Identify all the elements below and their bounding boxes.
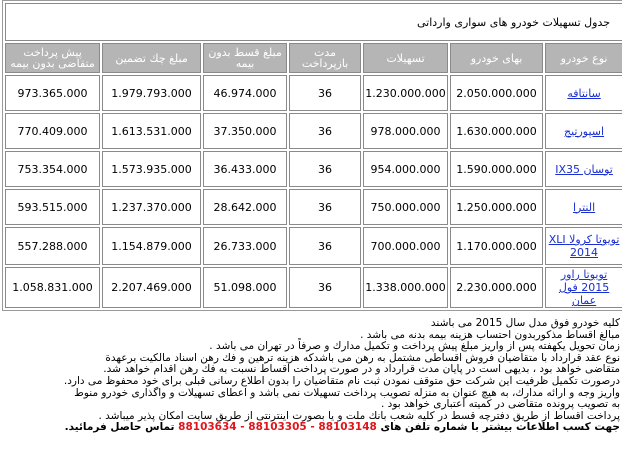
cell-loan: 1.230.000.000 xyxy=(363,75,448,111)
contact-prefix: جهت كسب اطلاعات بیشتر با شماره تلفن های xyxy=(380,421,620,434)
loan-table xyxy=(2,0,622,311)
cell-price: 1.630.000.000 xyxy=(450,113,543,149)
table-row xyxy=(5,189,622,225)
header-term: مدت بازپرداخت xyxy=(289,43,361,73)
cell-guarantee: 1.573.935.000 xyxy=(102,151,201,187)
contact-suffix: تماس حاصل فرمائید. xyxy=(64,421,175,434)
car-link[interactable]: اسپورتیج xyxy=(564,124,605,138)
note-line: زمان تحویل یكهفته پس از واریز مبلغ پیش پرداخت و تكمیل مدارك و صرفاً در تهران می باشد . xyxy=(209,340,620,353)
car-link[interactable]: توسان IX35 xyxy=(555,162,613,176)
header-guarantee: مبلغ چك تضمین xyxy=(102,43,201,73)
cell-prepayment: 753.354.000 xyxy=(5,151,100,187)
car-link[interactable]: تویوتا راور 2015 فول عمان xyxy=(558,268,610,307)
contact-line xyxy=(2,422,620,434)
note-line: كلیه خودرو فوق مدل سال 2015 می باشند xyxy=(430,317,620,329)
note-line: متقاضی خواهد بود ، بدیهی است در پایان مدت قرارداد و در صورت پرداخت اقساط نسبت به فك رهن اقدام خواهد شد. xyxy=(103,363,620,376)
cell-price: 1.590.000.000 xyxy=(450,151,543,187)
cell-prepayment: 1.058.831.000 xyxy=(5,267,100,308)
note-line: مبالغ اقساط مذكوربدون احتساب هزینه بیمه بدنه می باشد . xyxy=(360,328,620,341)
cell-installment: 37.350.000 xyxy=(203,113,287,149)
cell-loan: 1.338.000.000 xyxy=(363,267,448,308)
cell-loan: 750.000.000 xyxy=(363,189,448,225)
cell-loan: 978.000.000 xyxy=(363,113,448,149)
cell-term: 36 xyxy=(289,189,361,225)
cell-installment: 51.098.000 xyxy=(203,267,287,308)
car-link[interactable]: سانتافه xyxy=(567,86,601,100)
table-row xyxy=(5,227,622,265)
cell-installment: 46.974.000 xyxy=(203,75,287,111)
header-loan: تسهیلات xyxy=(363,43,448,73)
cell-price: 2.230.000.000 xyxy=(450,267,543,308)
note-line: پرداخت اقساط از طریق دفترچه قسط در كلیه شعب بانك ملت و یا بصورت اینترنتی از طریق سایت امكان پذیر میباشد . xyxy=(98,409,620,422)
header-car-price: بهای خودرو xyxy=(450,43,543,73)
cell-prepayment: 770.409.000 xyxy=(5,113,100,149)
cell-term: 36 xyxy=(289,267,361,308)
cell-price: 1.250.000.000 xyxy=(450,189,543,225)
table-row xyxy=(5,267,622,308)
cell-guarantee: 1.237.370.000 xyxy=(102,189,201,225)
cell-price: 1.170.000.000 xyxy=(450,227,543,265)
note-line: نوع عقد قرارداد با متقاضیان فروش اقساطی مشتمل به رهن می باشدكه هزینه ترهین و فك رهن اسناد مالكیت برعهدة xyxy=(105,351,620,364)
header-prepayment: پیش پرداخت متقاضی بدون بیمه xyxy=(5,43,100,73)
cell-price: 2.050.000.000 xyxy=(450,75,543,111)
cell-installment: 28.642.000 xyxy=(203,189,287,225)
cell-installment: 36.433.000 xyxy=(203,151,287,187)
note-line: واریز وجه و ارائه مدارك، به هیچ عنوان به منزله تصویب پرداخت تسهیلات نمی باشد و اعطای تسهیلات و واگذاری خودرو منوط xyxy=(74,386,620,399)
cell-loan: 954.000.000 xyxy=(363,151,448,187)
table-row xyxy=(5,151,622,187)
table-row xyxy=(5,75,622,111)
notes-block xyxy=(2,318,620,434)
car-link[interactable]: النترا xyxy=(572,200,596,214)
cell-installment: 26.733.000 xyxy=(203,227,287,265)
note-line: به تصویب پرونده متقاضی در كمیته اعتباری خواهد بود . xyxy=(381,398,620,411)
cell-term: 36 xyxy=(289,113,361,149)
cell-prepayment: 593.515.000 xyxy=(5,189,100,225)
cell-prepayment: 973.365.000 xyxy=(5,75,100,111)
contact-phones: 88103634 - 88103305 - 88103148 xyxy=(178,421,377,434)
table-title: جدول تسهیلات خودرو های سواری وارداتی xyxy=(5,3,622,41)
cell-guarantee: 1.979.793.000 xyxy=(102,75,201,111)
cell-loan: 700.000.000 xyxy=(363,227,448,265)
header-car-type: نوع خودرو xyxy=(545,43,622,73)
note-line: درصورت تكمیل ظرفیت این شركت حق متوقف نمودن ثبت نام متقاضیان را بدون اطلاع رسانی قبلی برای خود محفوظ می دارد. xyxy=(63,374,620,387)
page xyxy=(2,0,620,434)
cell-guarantee: 1.154.879.000 xyxy=(102,227,201,265)
cell-term: 36 xyxy=(289,151,361,187)
cell-guarantee: 2.207.469.000 xyxy=(102,267,201,308)
header-installment: مبلغ قسط بدون بیمه xyxy=(203,43,287,73)
cell-term: 36 xyxy=(289,227,361,265)
table-row xyxy=(5,113,622,149)
header-row xyxy=(5,43,622,73)
cell-prepayment: 557.288.000 xyxy=(5,227,100,265)
car-link[interactable]: تویوتا كرولا XLI 2014 xyxy=(548,233,620,259)
cell-term: 36 xyxy=(289,75,361,111)
cell-guarantee: 1.613.531.000 xyxy=(102,113,201,149)
